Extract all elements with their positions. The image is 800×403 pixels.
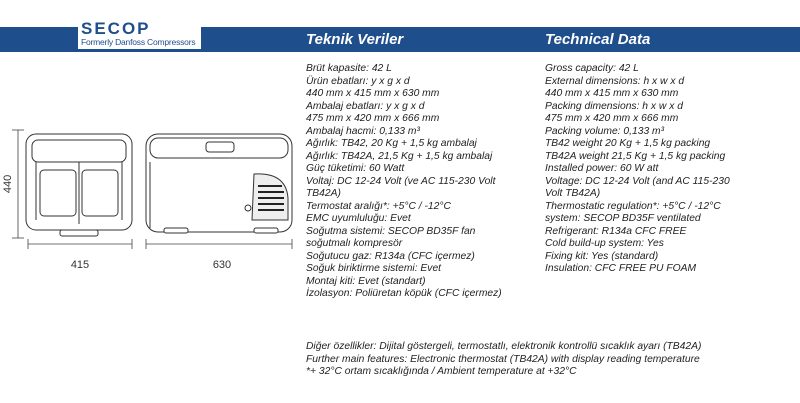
spec-line: Ağırlık: TB42, 20 Kg + 1,5 kg ambalaj bbox=[306, 138, 477, 149]
spec-line: Güç tüketimi: 60 Watt bbox=[306, 163, 405, 174]
spec-line: 475 mm x 420 mm x 666 mm bbox=[306, 113, 440, 124]
width-dimension bbox=[28, 239, 132, 249]
spec-line: soğutmalı kompresör bbox=[306, 238, 403, 249]
spec-line: Voltage: DC 12-24 Volt (and AC 115-230 bbox=[545, 175, 730, 187]
spec-line: Ambalaj ebatları: y x g x d bbox=[306, 100, 425, 112]
footer-notes bbox=[306, 341, 701, 379]
spec-line: Fixing kit: Yes (standard) bbox=[545, 250, 659, 262]
spec-line: Packing dimensions: h x w x d bbox=[545, 100, 683, 112]
spec-line: Refrigerant: R134a CFC FREE bbox=[545, 225, 687, 237]
spec-list-english bbox=[545, 63, 730, 276]
footer-note-features-en: Further main features: Electronic thermostat (TB42A) with display reading temperature bbox=[306, 353, 700, 365]
spec-line: Ürün ebatları: y x g x d bbox=[306, 75, 410, 87]
depth-dimension bbox=[146, 239, 292, 249]
front-view-drawing bbox=[26, 134, 132, 236]
spec-line: Insulation: CFC FREE PU FOAM bbox=[545, 263, 697, 274]
footer-note-features-tr: Diğer özellikler: Dijital göstergeli, termostatlı, elektronik kontrollü sıcaklık ayarı (TB42A) bbox=[306, 341, 702, 352]
spec-line: Packing volume: 0,133 m³ bbox=[545, 125, 665, 137]
spec-line: TB42A) bbox=[306, 188, 341, 199]
spec-line: 440 mm x 415 mm x 630 mm bbox=[306, 88, 440, 99]
depth-label: 630 bbox=[212, 259, 232, 271]
width-label: 415 bbox=[70, 259, 90, 271]
spec-line: Ambalaj hacmi: 0,133 m³ bbox=[306, 125, 420, 137]
title-turkish: Teknik Veriler bbox=[306, 31, 404, 48]
spec-line: Soğutucu gaz: R134a (CFC içermez) bbox=[306, 250, 475, 262]
title-english: Technical Data bbox=[545, 31, 651, 48]
brand-logo bbox=[78, 18, 201, 49]
spec-line: 440 mm x 415 mm x 630 mm bbox=[545, 88, 679, 99]
spec-line: Voltaj: DC 12-24 Volt (ve AC 115-230 Volt bbox=[306, 175, 496, 187]
spec-line: Termostat aralığı*: +5°C / -12°C bbox=[306, 200, 451, 212]
spec-line: Ağırlık: TB42A, 21,5 Kg + 1,5 kg ambalaj bbox=[306, 150, 493, 162]
spec-line: Brüt kapasite: 42 L bbox=[306, 63, 392, 74]
brand-name: SECOP bbox=[81, 19, 151, 38]
spec-line: TB42 weight 20 Kg + 1,5 kg packing bbox=[545, 138, 711, 149]
spec-line: Installed power: 60 W att bbox=[545, 163, 659, 174]
spec-line: Thermostatic regulation*: +5°C / -12°C bbox=[545, 200, 721, 212]
brand-subtitle: Formerly Danfoss Compressors bbox=[81, 37, 196, 47]
spec-line: Gross capacity: 42 L bbox=[545, 63, 639, 74]
spec-line: İzolasyon: Poliüretan köpük (CFC içermez) bbox=[306, 288, 502, 299]
spec-line: External dimensions: h x w x d bbox=[545, 75, 685, 87]
spec-line: Soğuk biriktirme sistemi: Evet bbox=[306, 263, 442, 274]
spec-line: Montaj kiti: Evet (standart) bbox=[306, 275, 426, 287]
side-view-drawing bbox=[146, 134, 292, 233]
product-drawings bbox=[0, 120, 300, 280]
footer-note-ambient: *+ 32°C ortam sıcaklığında / Ambient temperature at +32°C bbox=[306, 366, 577, 377]
spec-line: TB42A weight 21,5 Kg + 1,5 kg packing bbox=[545, 150, 726, 162]
spec-line: EMC uyumluluğu: Evet bbox=[306, 213, 411, 224]
spec-line: 475 mm x 420 mm x 666 mm bbox=[545, 113, 679, 124]
height-label: 440 bbox=[2, 174, 14, 194]
spec-line: system: SECOP BD35F ventilated bbox=[545, 213, 701, 224]
spec-list-turkish bbox=[306, 63, 502, 301]
spec-line: Soğutma sistemi: SECOP BD35F fan bbox=[306, 225, 476, 237]
spec-line: Volt TB42A) bbox=[545, 188, 601, 199]
spec-line: Cold build-up system: Yes bbox=[545, 238, 664, 249]
